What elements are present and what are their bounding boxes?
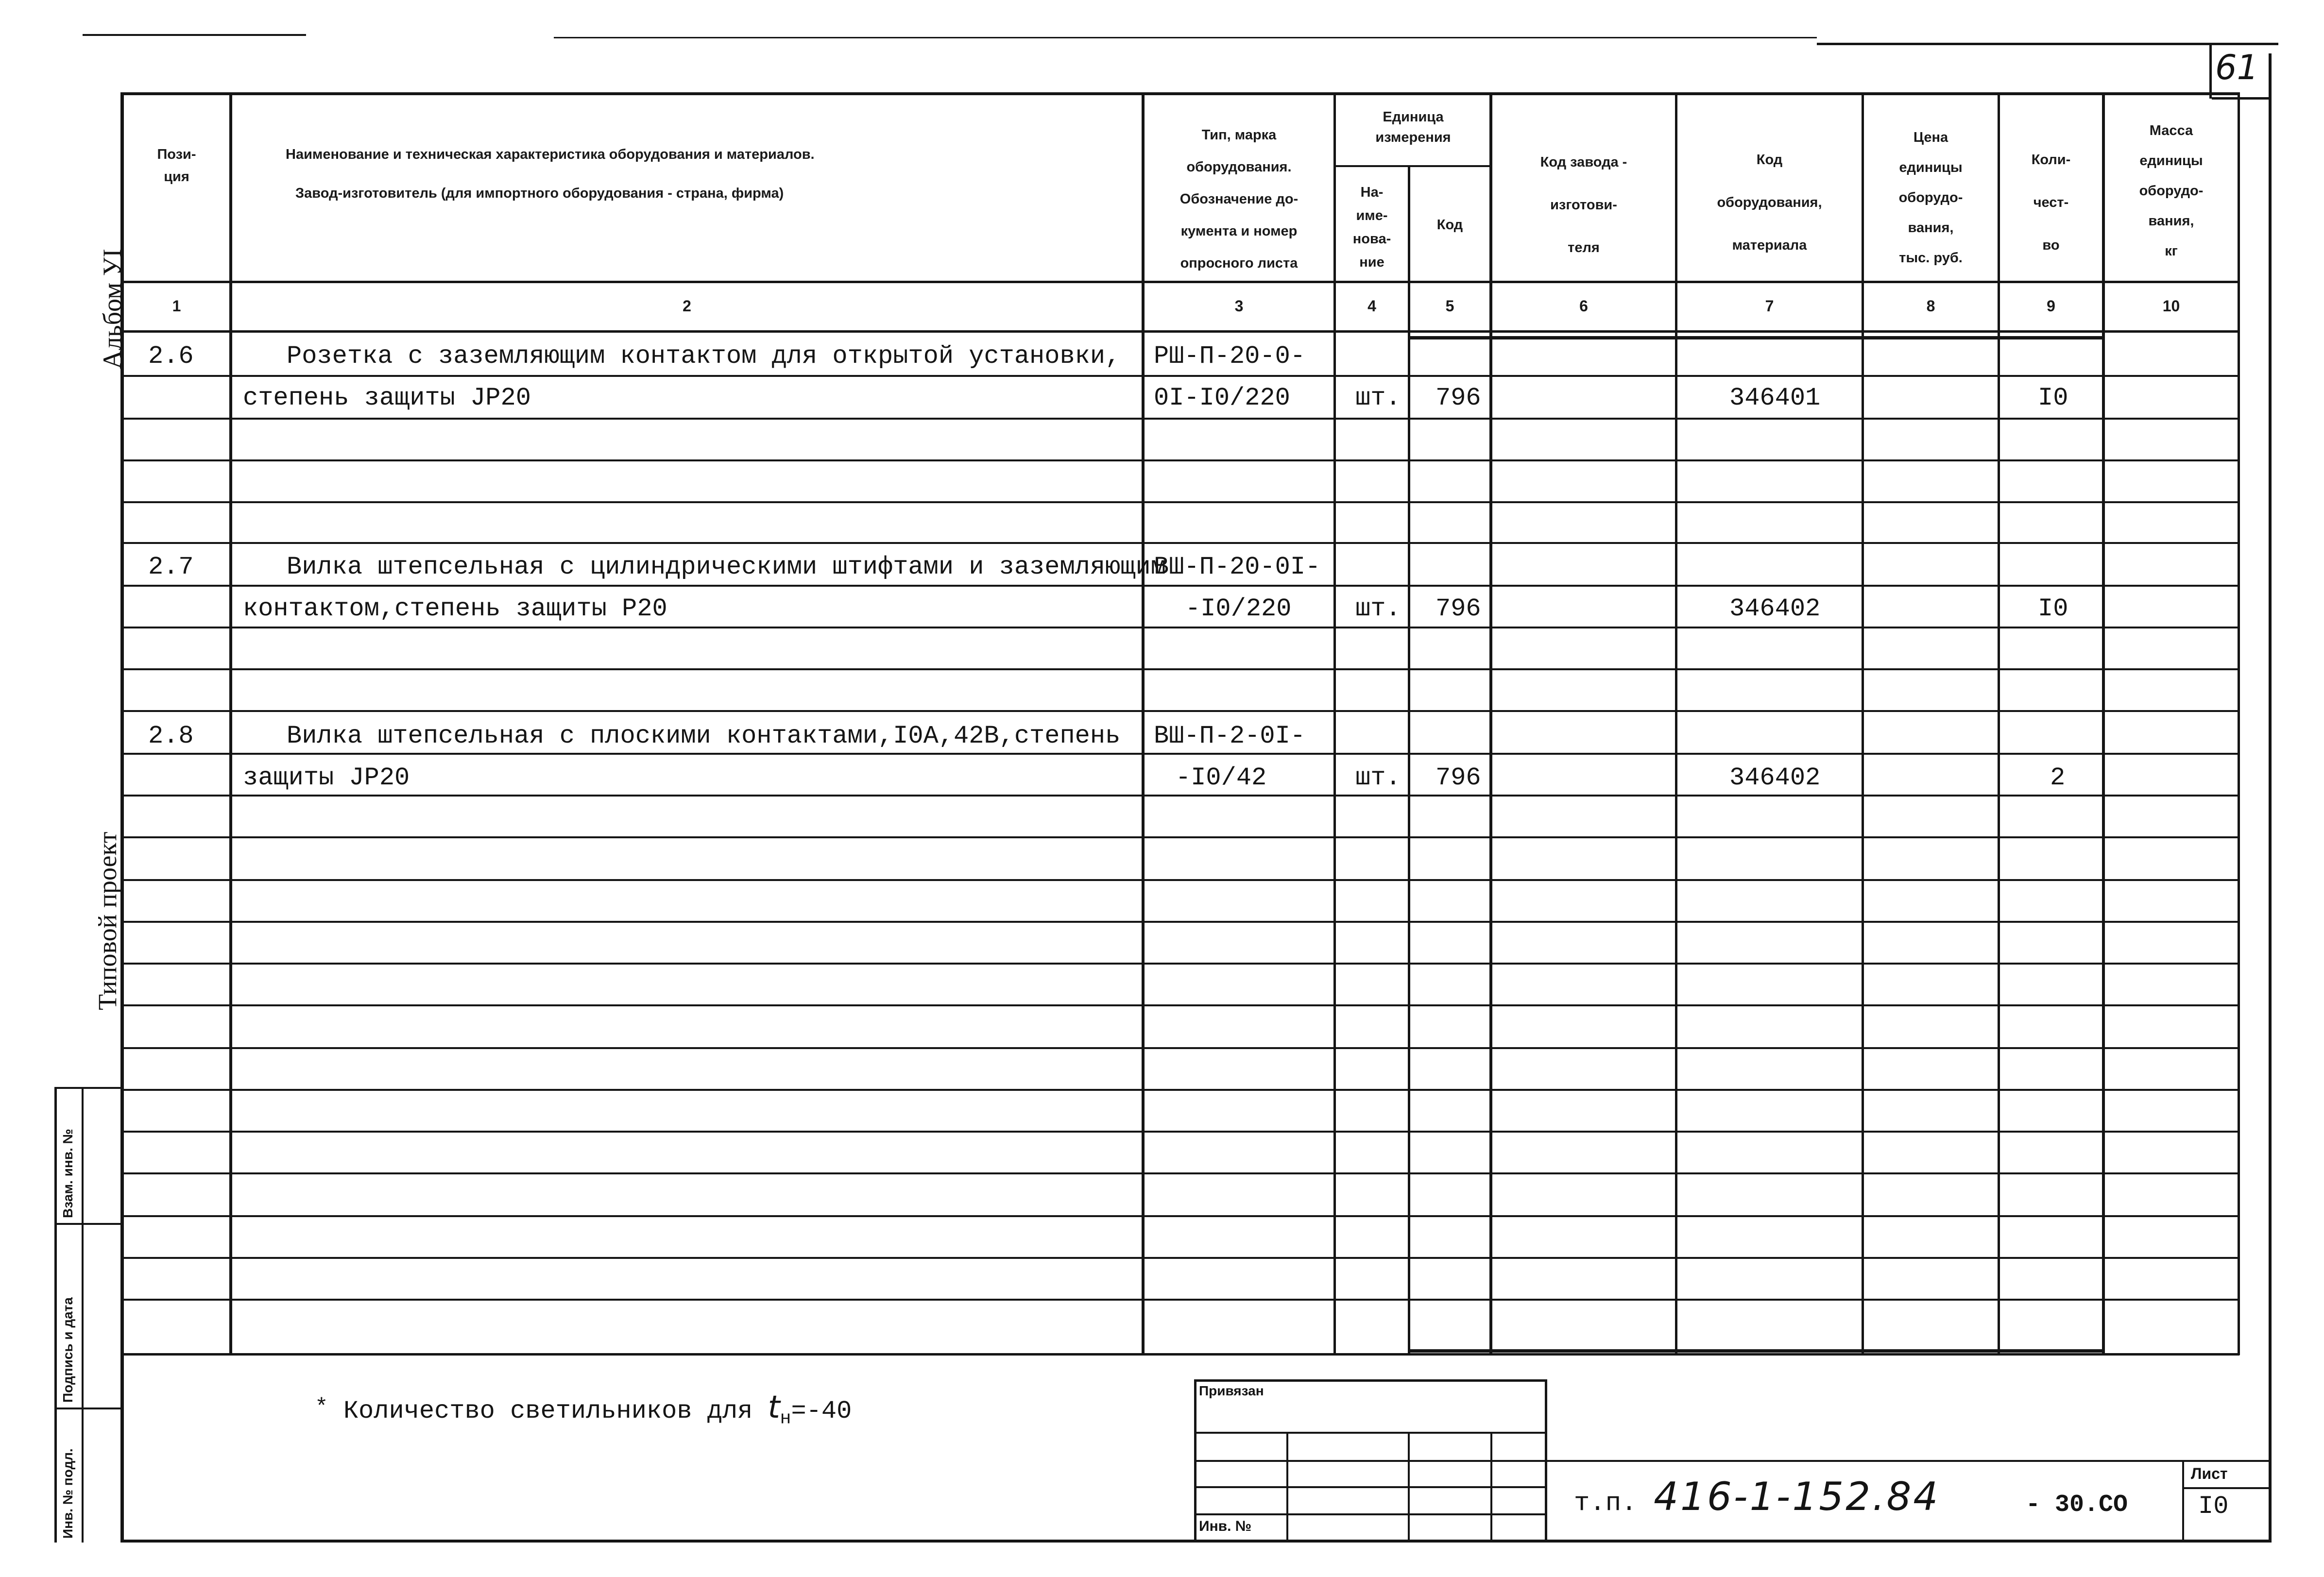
header-col2: Наименование и техническая характеристика оборудования и материалов. Завод-изготовитель (для импортного оборудования - страна, фирма) <box>286 147 815 201</box>
type-line-2: -I0/42 <box>1176 763 1267 792</box>
type-line-1: ВШ-П-20-0I- <box>1154 553 1321 581</box>
footnote-subscript: н <box>780 1408 791 1429</box>
col-number-10: 10 <box>2162 297 2180 315</box>
sheet-number: I0 <box>2198 1492 2229 1521</box>
vzam-inv-label: Взам. инв. № <box>60 1129 75 1218</box>
header-col10: Масса единицы оборудо- вания, кг <box>2139 123 2204 259</box>
podpis-data-label: Подпись и дата <box>60 1297 75 1403</box>
unit-code: 796 <box>1435 763 1481 792</box>
name-line-2: защиты ЈР20 <box>243 763 410 792</box>
unit-name: шт. <box>1355 384 1401 412</box>
sheet-label: Лист <box>2191 1465 2228 1482</box>
privyazan-label: Привязан <box>1199 1383 1264 1398</box>
inv-podl-label: Инв. № подл. <box>60 1448 75 1539</box>
header-col5: Код <box>1436 217 1463 233</box>
inv-no-label: Инв. № <box>1199 1518 1252 1534</box>
equipment-code: 346402 <box>1729 594 1821 623</box>
doc-prefix: т.п. <box>1574 1489 1637 1518</box>
header-col6: Код завода - изготови- теля <box>1540 154 1627 255</box>
type-line-2: 0I-I0/220 <box>1154 384 1290 412</box>
footnote <box>315 1390 852 1433</box>
name-line-1: Вилка штепсельная с цилиндрическими штифтами и заземляющим <box>287 553 1166 581</box>
position-cell: 2.6 <box>148 342 194 371</box>
col-number-8: 8 <box>1926 297 1935 315</box>
name-line-2: степень защиты ЈР20 <box>243 384 531 412</box>
name-line-1: Вилка штепсельная с плоскими контактами,I0А,42В,степень <box>287 722 1121 750</box>
page-number: 61 <box>2215 48 2259 87</box>
quantity: 2 <box>2050 763 2066 792</box>
col-number-4: 4 <box>1367 297 1376 315</box>
quantity: I0 <box>2038 594 2068 623</box>
header-col9: Коли- чест- во <box>2031 152 2071 253</box>
equipment-code: 346402 <box>1729 763 1821 792</box>
col-number-2: 2 <box>683 297 691 315</box>
col-number-1: 1 <box>172 297 181 315</box>
footnote-t: t <box>768 1390 780 1425</box>
position-cell: 2.8 <box>148 722 194 750</box>
header-col1: Пози- ция <box>157 147 196 185</box>
header-col4: На- име- нова- ние <box>1352 185 1391 270</box>
unit-code: 796 <box>1435 594 1481 623</box>
doc-code <box>1574 1474 1940 1519</box>
unit-name: шт. <box>1355 594 1401 623</box>
col-number-6: 6 <box>1579 297 1588 315</box>
header-col8: Цена единицы оборудо- вания, тыс. руб. <box>1898 130 1963 266</box>
type-line-2: -I0/220 <box>1185 594 1292 623</box>
header-col3: Тип, марка оборудования. Обозначение до- кумента и номер опросного листа <box>1179 127 1299 271</box>
equipment-code: 346401 <box>1729 384 1821 412</box>
doc-code-number: 416-1-152.84 <box>1654 1474 1940 1519</box>
unit-name: шт. <box>1355 763 1401 792</box>
position-cell: 2.7 <box>148 553 194 581</box>
header-unit-group: Единица измерения <box>1375 109 1451 145</box>
unit-code: 796 <box>1435 384 1481 412</box>
album-label: Альбом УI <box>98 249 127 369</box>
col-number-3: 3 <box>1234 297 1244 315</box>
col-number-9: 9 <box>2047 297 2055 315</box>
project-label: Типовой проект <box>93 831 122 1010</box>
header-col7: Код оборудования, материала <box>1717 152 1822 253</box>
footnote-text: Количество светильников для <box>343 1397 768 1425</box>
name-line-1: Розетка с заземляющим контактом для открытой установки, <box>287 342 1121 371</box>
type-line-1: РШ-П-20-0- <box>1154 342 1306 371</box>
doc-suffix: - 30.СО <box>2026 1491 2128 1519</box>
name-line-2: контактом,степень защиты Р20 <box>243 594 667 623</box>
type-line-1: ВШ-П-2-0I- <box>1154 722 1306 750</box>
footnote-value: =-40 <box>791 1397 852 1425</box>
col-number-5: 5 <box>1445 297 1454 315</box>
col-number-7: 7 <box>1765 297 1774 315</box>
quantity: I0 <box>2038 384 2068 412</box>
footnote-mark: * <box>315 1395 328 1420</box>
